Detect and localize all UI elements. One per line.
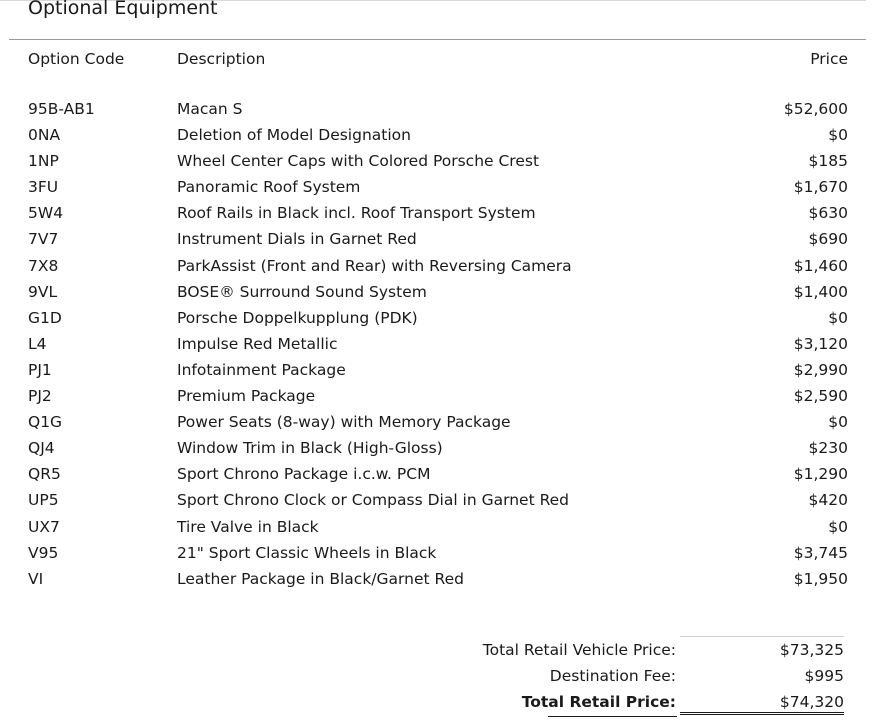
table-row: [0, 385, 879, 411]
table-row: [0, 124, 879, 150]
option-price: $3,745: [793, 543, 848, 562]
option-code: 1NP: [28, 152, 59, 171]
option-code: 9VL: [28, 282, 58, 301]
option-price: $690: [808, 230, 848, 249]
option-price: $2,990: [793, 360, 848, 379]
table-row: [0, 281, 879, 307]
option-code: QJ4: [28, 439, 55, 458]
option-description: Impulse Red Metallic: [177, 334, 338, 353]
option-price: $420: [808, 491, 848, 510]
option-description: Porsche Doppelkupplung (PDK): [177, 308, 418, 327]
option-code: UX7: [28, 517, 60, 536]
option-price: $1,950: [793, 569, 848, 588]
table-row: [0, 437, 879, 463]
total-vehicle-value: $73,325: [779, 641, 844, 659]
option-price: $0: [828, 126, 848, 145]
grand-total-label: Total Retail Price:: [521, 693, 676, 711]
option-code: 5W4: [28, 204, 64, 223]
option-description: Tire Valve in Black: [177, 517, 319, 536]
header-option-code: Option Code: [28, 50, 125, 68]
table-row: [0, 489, 879, 515]
option-price: $630: [808, 204, 848, 223]
option-code: PJ1: [28, 360, 52, 379]
option-code: 7V7: [28, 230, 59, 249]
table-row: [0, 359, 879, 385]
option-price: $1,400: [793, 282, 848, 301]
option-code: Q1G: [28, 413, 63, 432]
grand-total-label-underline: [548, 716, 677, 717]
option-description: Roof Rails in Black incl. Roof Transport System: [177, 204, 536, 223]
option-description: BOSE® Surround Sound System: [177, 282, 427, 301]
total-vehicle-row: [0, 639, 879, 661]
option-description: Sport Chrono Clock or Compass Dial in Garnet Red: [177, 491, 570, 510]
destination-fee-value: $995: [804, 667, 844, 685]
totals-divider: [680, 636, 844, 637]
option-code: 0NA: [28, 126, 61, 145]
option-code: 7X8: [28, 256, 59, 275]
table-row: [0, 307, 879, 333]
option-price: $0: [828, 413, 848, 432]
destination-fee-label: Destination Fee:: [549, 667, 676, 685]
option-code: G1D: [28, 308, 62, 327]
option-price: $1,670: [793, 178, 848, 197]
table-row: [0, 228, 879, 254]
option-code: UP5: [28, 491, 59, 510]
table-row: [0, 333, 879, 359]
option-price: $2,590: [793, 387, 848, 406]
option-description: Window Trim in Black (High-Gloss): [177, 439, 443, 458]
option-description: Power Seats (8-way) with Memory Package: [177, 413, 511, 432]
table-row: [0, 542, 879, 568]
table-row: [0, 255, 879, 281]
table-row: [0, 516, 879, 542]
option-price: $230: [808, 439, 848, 458]
option-price: $0: [828, 308, 848, 327]
table-row: [0, 202, 879, 228]
grand-total-double-underline: [680, 712, 844, 715]
destination-fee-row: [0, 665, 879, 687]
header-description: Description: [177, 50, 266, 68]
table-header: [0, 50, 879, 72]
option-price: $185: [808, 152, 848, 171]
option-code: V95: [28, 543, 59, 562]
option-description: Wheel Center Caps with Colored Porsche Crest: [177, 152, 540, 171]
option-description: ParkAssist (Front and Rear) with Reversing Camera: [177, 256, 572, 275]
option-code: L4: [28, 334, 47, 353]
option-description: Deletion of Model Designation: [177, 126, 411, 145]
option-description: Premium Package: [177, 387, 316, 406]
option-price: $52,600: [783, 100, 848, 118]
title-divider: [9, 39, 866, 40]
option-description: Instrument Dials in Garnet Red: [177, 230, 417, 249]
option-description: Sport Chrono Package i.c.w. PCM: [177, 465, 431, 484]
table-row: [0, 568, 879, 594]
option-description: Infotainment Package: [177, 360, 346, 379]
table-row: [0, 463, 879, 489]
option-description: 21" Sport Classic Wheels in Black: [177, 543, 437, 562]
section-title: Optional Equipment: [28, 0, 218, 19]
option-price: $0: [828, 517, 848, 536]
option-description: Leather Package in Black/Garnet Red: [177, 569, 464, 588]
table-row: [0, 176, 879, 202]
option-price: $3,120: [793, 334, 848, 353]
option-code: 95B-AB1: [28, 100, 95, 118]
options-table: [0, 98, 879, 594]
option-description: Panoramic Roof System: [177, 178, 361, 197]
total-vehicle-label: Total Retail Vehicle Price:: [482, 641, 676, 659]
header-price: Price: [810, 50, 848, 68]
option-code: PJ2: [28, 387, 52, 406]
option-code: QR5: [28, 465, 61, 484]
option-code: VI: [28, 569, 44, 588]
table-row: [0, 98, 879, 124]
grand-total-row: [0, 691, 879, 713]
option-description: Macan S: [177, 100, 243, 118]
option-code: 3FU: [28, 178, 59, 197]
grand-total-value: $74,320: [779, 693, 844, 711]
table-row: [0, 150, 879, 176]
table-row: [0, 411, 879, 437]
option-price: $1,290: [793, 465, 848, 484]
option-price: $1,460: [793, 256, 848, 275]
